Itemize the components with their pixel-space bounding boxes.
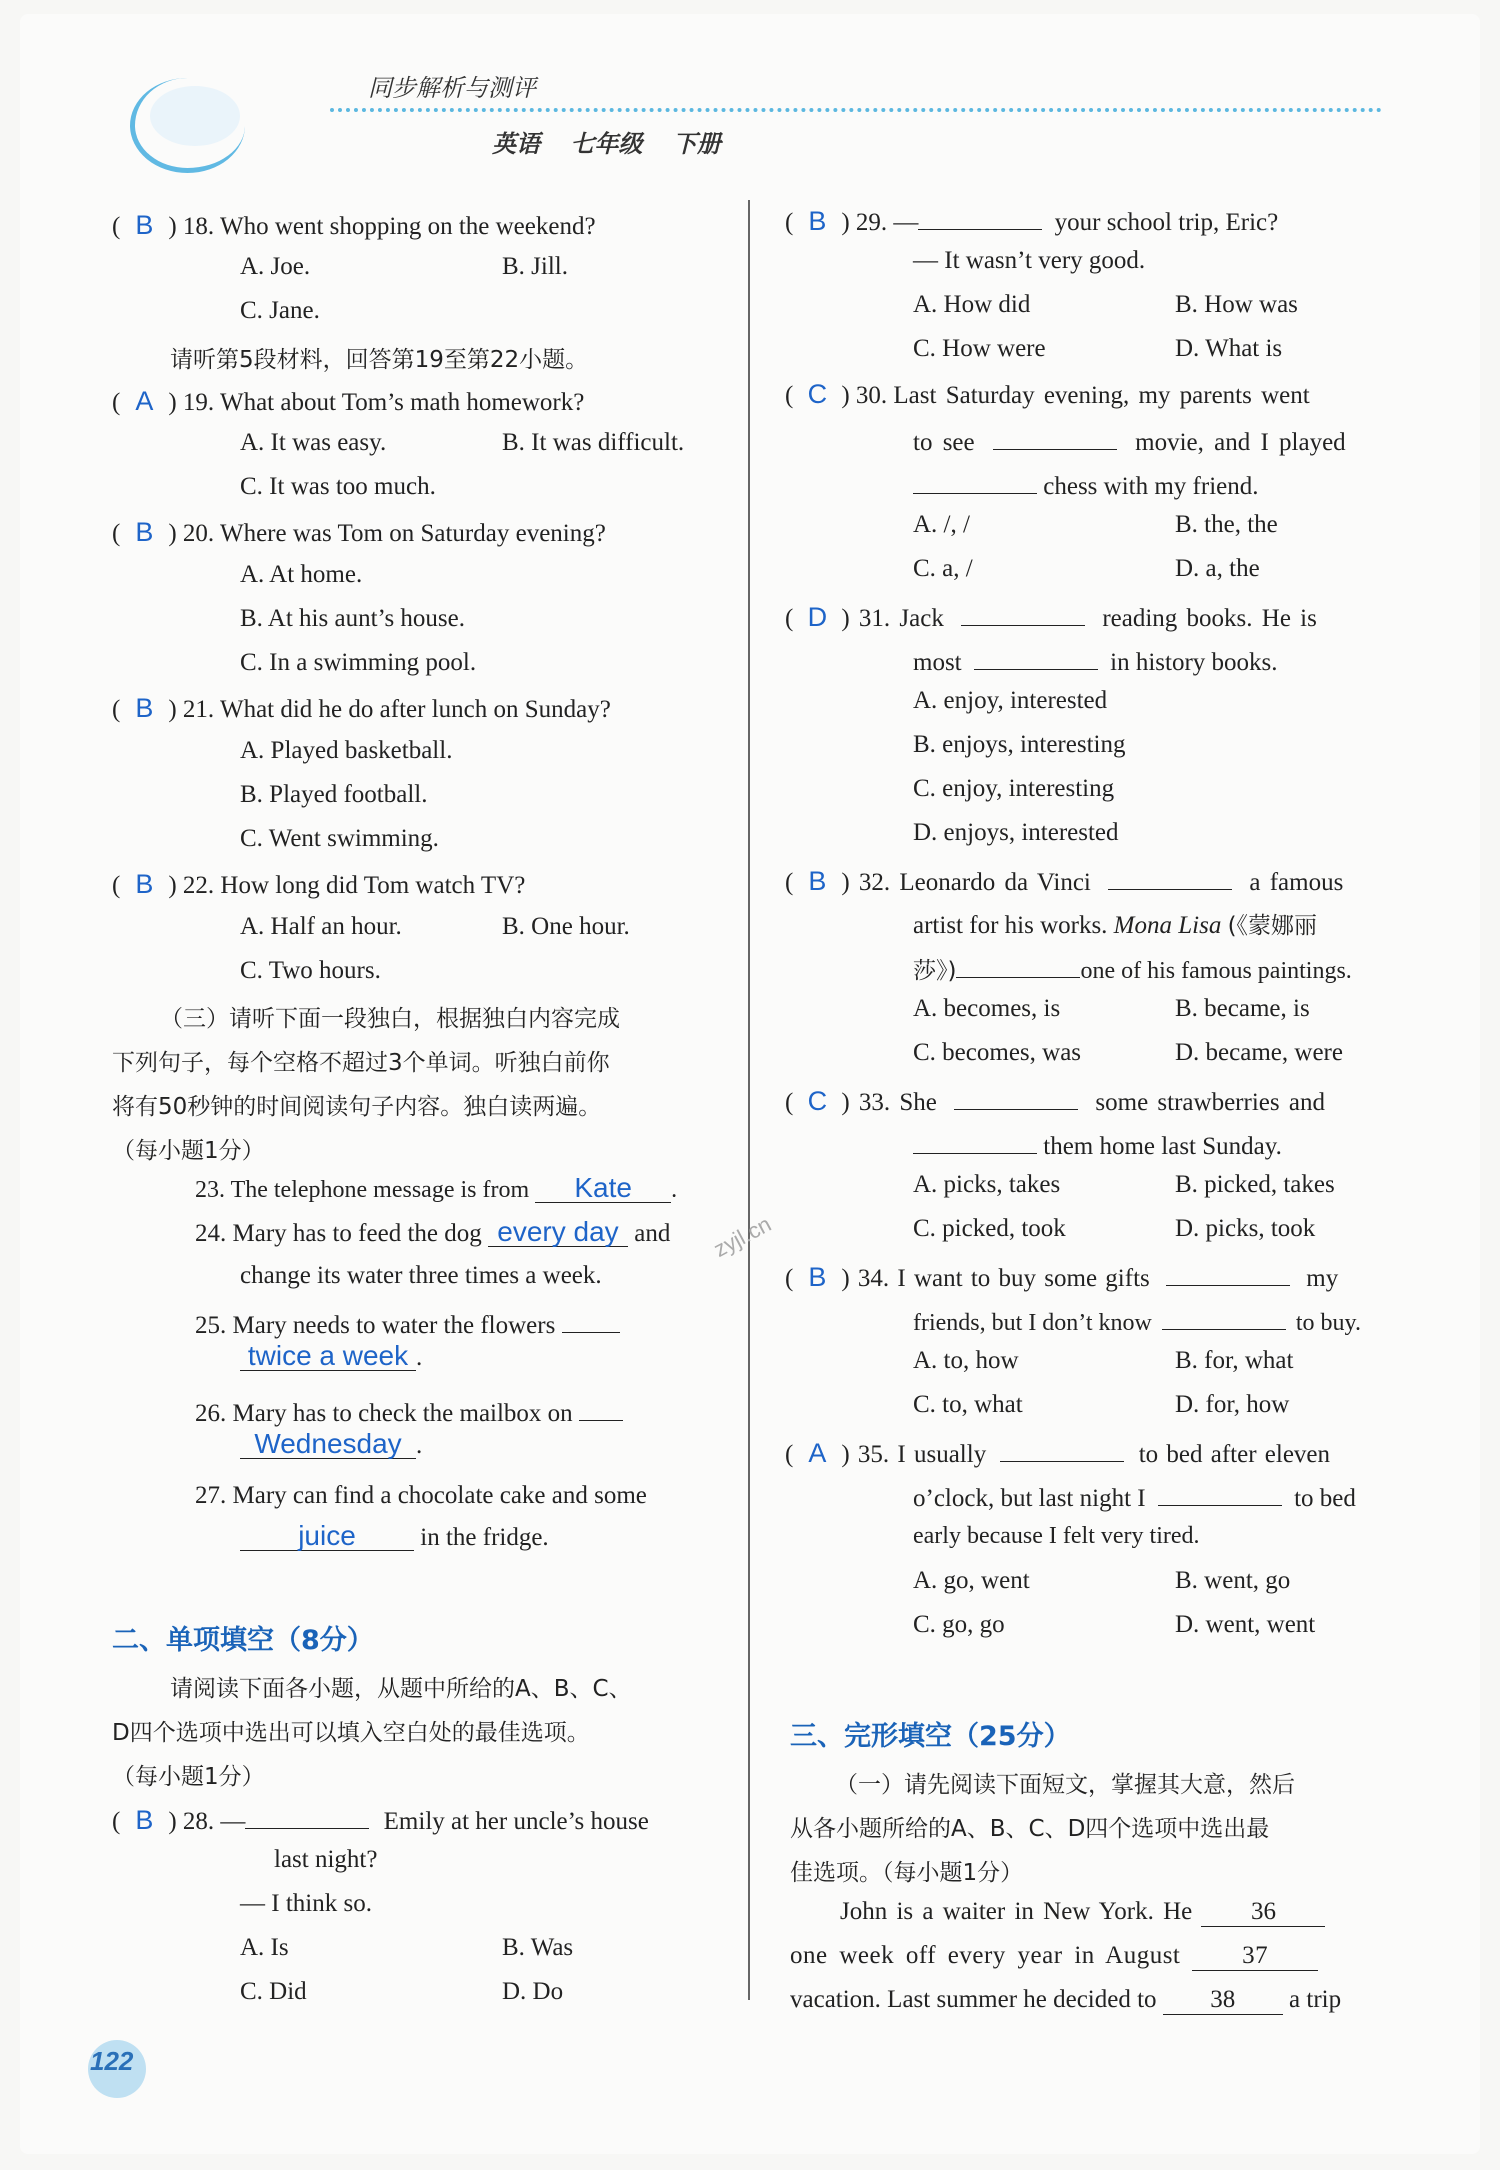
question-24-line2: change its water three times a week. — [240, 1262, 602, 1289]
section-3-title: 三、完形填空（25分） — [790, 1721, 1071, 1752]
question-number: 21. — [182, 696, 215, 723]
option-d: D. became, were — [1175, 1039, 1343, 1066]
question-19: ( A ) 19. What about Tom’s math homework? — [112, 386, 585, 416]
question-number: 34. — [857, 1265, 890, 1292]
question-number: 18. — [182, 213, 215, 240]
answer-24: every day — [488, 1218, 628, 1247]
question-30-line3: chess with my friend. — [913, 467, 1258, 501]
question-number: 29. — [855, 209, 888, 236]
answer-33: C — [807, 1086, 828, 1116]
answer-22: B — [135, 869, 154, 899]
book-subtitle: 英语 七年级 下册 — [492, 130, 721, 158]
question-30-line2: to see movie, and I played — [913, 423, 1346, 457]
question-33: ( C ) 33. She some strawberries and — [785, 1083, 1325, 1117]
question-24 — [195, 1218, 670, 1248]
answer-29: B — [808, 206, 827, 236]
option-b: B. went, go — [1175, 1567, 1291, 1594]
option-d: D. enjoys, interested — [913, 819, 1119, 846]
question-29-line2: — It wasn’t very good. — [913, 247, 1146, 274]
option-b: B. became, is — [1175, 995, 1310, 1022]
instruction-part5: 请听第5段材料，回答第19至第22小题。 — [170, 347, 589, 373]
option-b: B. for, what — [1175, 1347, 1294, 1374]
option-c: C. Did — [240, 1978, 307, 2005]
option-a: A. Joe. — [240, 253, 311, 280]
question-23: 23. The telephone message is from Kate . — [195, 1172, 678, 1203]
question-number: 32. — [858, 869, 891, 896]
answer-20: B — [135, 517, 154, 547]
answer-21: B — [135, 693, 154, 723]
question-number: 20. — [182, 520, 215, 547]
section-2-instruction-line3: （每小题1分） — [112, 1764, 265, 1790]
answer-18: B — [135, 210, 154, 240]
option-a: A. go, went — [913, 1567, 1030, 1594]
logo-arc — [130, 78, 245, 173]
watermark: zyjl.cn — [709, 1211, 776, 1262]
option-a: A. Played basketball. — [240, 737, 453, 764]
header-dotted-line — [330, 108, 1382, 112]
question-29: ( B ) 29. — your school trip, Eric? — [785, 203, 1278, 237]
question-number: 19. — [182, 389, 215, 416]
section-3-instruction-line3: 佳选项。（每小题1分） — [790, 1860, 1024, 1886]
question-32: ( B ) 32. Leonardo da Vinci a famous — [785, 863, 1343, 897]
question-text-after: and — [634, 1220, 671, 1247]
question-28-line3: — I think so. — [240, 1890, 372, 1917]
option-a: A. to, how — [913, 1347, 1019, 1374]
option-a: A. /, / — [913, 511, 970, 538]
option-c: C. enjoy, interesting — [913, 775, 1115, 802]
option-a: A. Half an hour. — [240, 913, 402, 940]
question-35: ( A ) 35. I usually to bed after eleven — [785, 1435, 1330, 1469]
answer-19: A — [135, 386, 154, 416]
option-d: D. for, how — [1175, 1391, 1290, 1418]
answer-30: C — [807, 379, 828, 409]
answer-27: juice — [240, 1522, 414, 1551]
option-b: B. picked, takes — [1175, 1171, 1335, 1198]
question-28: ( B ) 28. — Emily at her uncle’s house — [112, 1802, 649, 1836]
question-text: What did he do after lunch on Sunday? — [219, 696, 611, 723]
question-text: 25. Mary needs to water the flowers — [195, 1312, 556, 1339]
question-28-line2: last night? — [274, 1846, 378, 1873]
option-b: B. How was — [1175, 291, 1298, 318]
option-c: C. Went swimming. — [240, 825, 439, 852]
option-d: D. a, the — [1175, 555, 1260, 582]
question-22: ( B ) 22. How long did Tom watch TV? — [112, 869, 526, 899]
option-b: B. the, the — [1175, 511, 1278, 538]
part3-instruction-line3: 将有50秒钟的时间阅读句子内容。独白读两遍。 — [112, 1094, 602, 1120]
option-c: C. picked, took — [913, 1215, 1066, 1242]
answer-28: B — [135, 1805, 154, 1835]
question-32-line3: 莎》) one of his famous paintings. — [913, 951, 1352, 985]
blank-38: 38 — [1163, 1986, 1283, 2015]
section-2-title: 二、单项填空（8分） — [112, 1625, 374, 1656]
option-d: D. What is — [1175, 335, 1283, 362]
option-b: B. Played football. — [240, 781, 428, 808]
answer-34: B — [808, 1262, 827, 1292]
option-a: A. becomes, is — [913, 995, 1061, 1022]
section-3-instruction-line2: 从各小题所给的A、B、C、D四个选项中选出最 — [790, 1816, 1270, 1842]
answer-26: Wednesday — [240, 1430, 416, 1459]
question-25-line2: twice a week . — [240, 1342, 422, 1372]
question-35-line3: early because I felt very tired. — [913, 1523, 1200, 1549]
question-text: Who went shopping on the weekend? — [219, 213, 596, 240]
question-21: ( B ) 21. What did he do after lunch on Sunday? — [112, 693, 611, 723]
option-c: C. How were — [913, 335, 1046, 362]
answer-31: D — [807, 602, 828, 632]
question-25 — [195, 1306, 620, 1340]
question-text: 26. Mary has to check the mailbox on — [195, 1400, 573, 1427]
question-number: 35. — [857, 1441, 890, 1468]
option-c: C. a, / — [913, 555, 973, 582]
question-text: What about Tom’s math homework? — [219, 389, 585, 416]
question-number: 31. — [858, 605, 891, 632]
question-20: ( B ) 20. Where was Tom on Saturday evening? — [112, 517, 606, 547]
question-number: 33. — [858, 1089, 891, 1116]
column-divider — [748, 200, 750, 2000]
question-text: 24. Mary has to feed the dog — [195, 1220, 482, 1247]
option-b: B. Jill. — [502, 253, 568, 280]
option-c: C. to, what — [913, 1391, 1023, 1418]
question-text: How long did Tom watch TV? — [220, 872, 526, 899]
question-27-line2 — [240, 1522, 549, 1552]
question-31-line2: most in history books. — [913, 643, 1278, 677]
question-text-after: in the fridge. — [420, 1524, 549, 1551]
blank-36: 36 — [1201, 1898, 1325, 1927]
book-title: 同步解析与测评 — [368, 74, 536, 102]
question-32-line2: artist for his works. Mona Lisa (《蒙娜丽 — [913, 912, 1318, 939]
answer-35: A — [808, 1438, 827, 1468]
artwork-title: Mona Lisa — [1113, 912, 1222, 939]
option-b: B. Was — [502, 1934, 574, 1961]
question-text: Where was Tom on Saturday evening? — [219, 520, 606, 547]
question-34: ( B ) 34. I want to buy some gifts my — [785, 1259, 1338, 1293]
option-a: A. At home. — [240, 561, 363, 588]
option-a: A. Is — [240, 1934, 289, 1961]
option-c: C. go, go — [913, 1611, 1005, 1638]
question-text: 23. The telephone message is from — [195, 1177, 530, 1203]
question-number: 22. — [182, 872, 215, 899]
question-text: Emily at her uncle’s house — [383, 1808, 649, 1835]
option-b: B. It was difficult. — [502, 429, 685, 456]
page-number: 122 — [90, 2046, 134, 2076]
option-c: C. It was too much. — [240, 473, 436, 500]
question-26 — [195, 1394, 623, 1428]
part3-instruction-line4: （每小题1分） — [112, 1138, 265, 1164]
question-text: Last Saturday evening, my parents went — [893, 382, 1310, 409]
passage-line2: one week off every year in August 37 — [790, 1942, 1318, 1971]
option-c: C. In a swimming pool. — [240, 649, 477, 676]
question-35-line2: o’clock, but last night I to bed — [913, 1479, 1356, 1513]
question-30: ( C ) 30. Last Saturday evening, my parents went — [785, 379, 1310, 409]
question-33-line2: them home last Sunday. — [913, 1127, 1282, 1161]
option-c: C. Jane. — [240, 297, 320, 324]
answer-23: Kate — [535, 1174, 671, 1203]
question-text: your school trip, Eric? — [1054, 209, 1279, 236]
option-c: C. becomes, was — [913, 1039, 1082, 1066]
answer-25: twice a week — [240, 1342, 416, 1371]
option-b: B. At his aunt’s house. — [240, 605, 466, 632]
option-a: A. It was easy. — [240, 429, 387, 456]
answer-32: B — [808, 866, 827, 896]
option-c: C. Two hours. — [240, 957, 381, 984]
option-b: B. enjoys, interesting — [913, 731, 1126, 758]
option-a: A. enjoy, interested — [913, 687, 1108, 714]
question-31: ( D ) 31. Jack reading books. He is — [785, 599, 1317, 633]
part3-instruction-line2: 下列句子，每个空格不超过3个单词。听独白前你 — [112, 1050, 610, 1076]
question-27: 27. Mary can find a chocolate cake and some — [195, 1482, 647, 1509]
option-d: D. went, went — [1175, 1611, 1316, 1638]
option-a: A. picks, takes — [913, 1171, 1061, 1198]
blank-37: 37 — [1192, 1942, 1318, 1971]
question-34-line2: friends, but I don’t know to buy. — [913, 1303, 1361, 1337]
question-18: ( B ) 18. Who went shopping on the weekend? — [112, 210, 596, 240]
question-number: 28. — [182, 1808, 215, 1835]
question-26-line2: Wednesday . — [240, 1430, 422, 1460]
option-a: A. How did — [913, 291, 1031, 318]
question-number: 30. — [855, 382, 888, 409]
section-3-instruction-line1: （一）请先阅读下面短文，掌握其大意，然后 — [835, 1772, 1295, 1798]
option-d: D. Do — [502, 1978, 564, 2005]
passage-line1: John is a waiter in New York. He 36 — [840, 1898, 1325, 1927]
section-2-instruction-line2: D四个选项中选出可以填入空白处的最佳选项。 — [112, 1720, 590, 1746]
option-d: D. picks, took — [1175, 1215, 1316, 1242]
part3-instruction-line1: （三）请听下面一段独白，根据独白内容完成 — [160, 1006, 620, 1032]
option-b: B. One hour. — [502, 913, 630, 940]
section-2-instruction-line1: 请阅读下面各小题，从题中所给的A、B、C、 — [170, 1676, 632, 1702]
passage-line3: vacation. Last summer he decided to 38 a trip — [790, 1986, 1342, 2013]
